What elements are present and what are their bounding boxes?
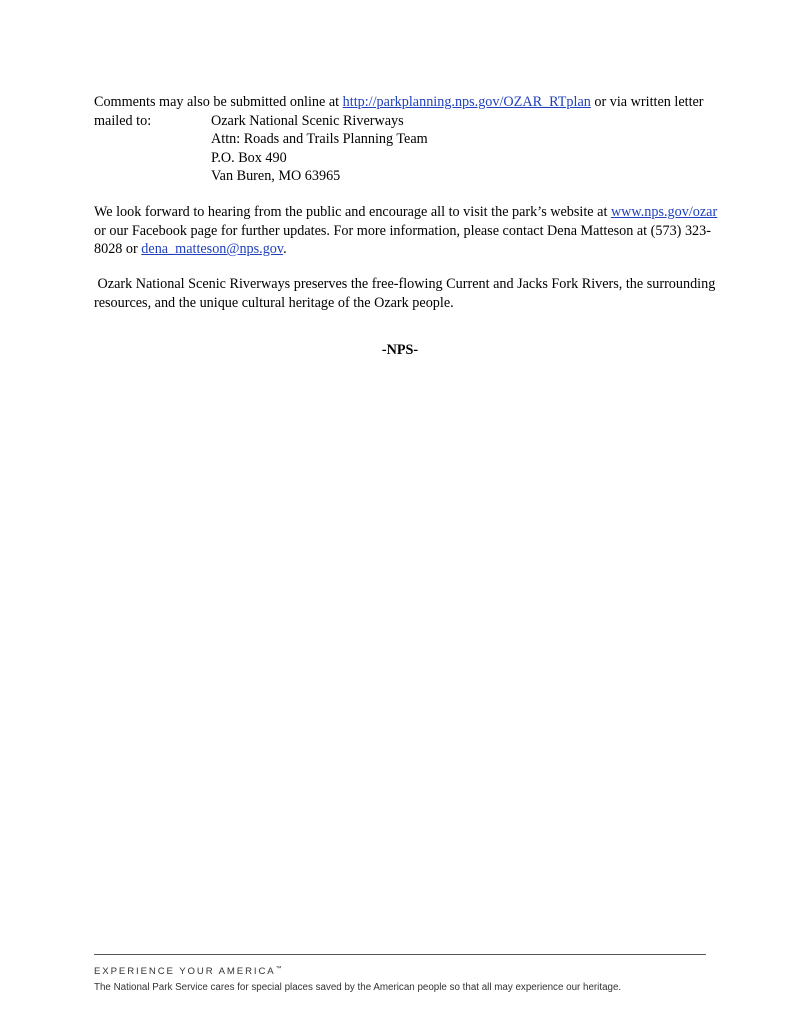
footer-divider [94, 954, 706, 955]
signoff-nps: -NPS- [381, 342, 419, 358]
address-line-4: Van Buren, MO 63965 [211, 168, 341, 184]
contact-paragraph [94, 203, 718, 259]
contact-line-1 [94, 203, 718, 222]
footer-title-text: EXPERIENCE YOUR AMERICA [94, 966, 276, 977]
trademark-symbol: ™ [275, 966, 282, 972]
comments-after-url-text: or via written letter [590, 94, 704, 110]
contact-line-1-text: We look forward to hearing from the public and encourage all to visit the park’s website at [94, 204, 611, 220]
comments-line-4 [94, 149, 714, 168]
contact-line-3-text: 8028 or [94, 241, 142, 257]
contact-line-3-end: . [283, 241, 287, 257]
address-line-1: Ozark National Scenic Riverways [211, 112, 404, 129]
comments-paragraph [94, 93, 714, 186]
website-link[interactable]: www.nps.gov/ozar [610, 204, 718, 220]
comments-line-2 [94, 112, 714, 131]
comments-line-1 [94, 93, 714, 112]
footer-tagline: The National Park Service cares for special places saved by the American people so that all may experience our heritage. [94, 982, 622, 993]
address-line-3: P.O. Box 490 [211, 149, 287, 166]
comments-line-3 [94, 130, 714, 149]
comments-line-5 [94, 167, 714, 186]
mission-line-2: resources, and the unique cultural heritage of the Ozark people. [94, 294, 454, 311]
email-link[interactable]: dena_matteson@nps.gov [141, 241, 284, 257]
mission-paragraph [94, 275, 714, 312]
footer-title [94, 966, 282, 977]
mailed-to-label: mailed to: [94, 112, 152, 129]
contact-line-3 [94, 240, 714, 259]
comments-intro-text: Comments may also be submitted online at [94, 94, 343, 110]
contact-line-2: or our Facebook page for further updates. For more information, please contact Dena Matteson at (573) 323- [94, 222, 711, 239]
address-line-2: Attn: Roads and Trails Planning Team [211, 131, 428, 147]
planning-url-link[interactable]: http://parkplanning.nps.gov/OZAR_RTplan [342, 94, 591, 110]
mission-line-1: Ozark National Scenic Riverways preserves the free-flowing Current and Jacks Fork Rivers, the surrounding [94, 276, 716, 292]
